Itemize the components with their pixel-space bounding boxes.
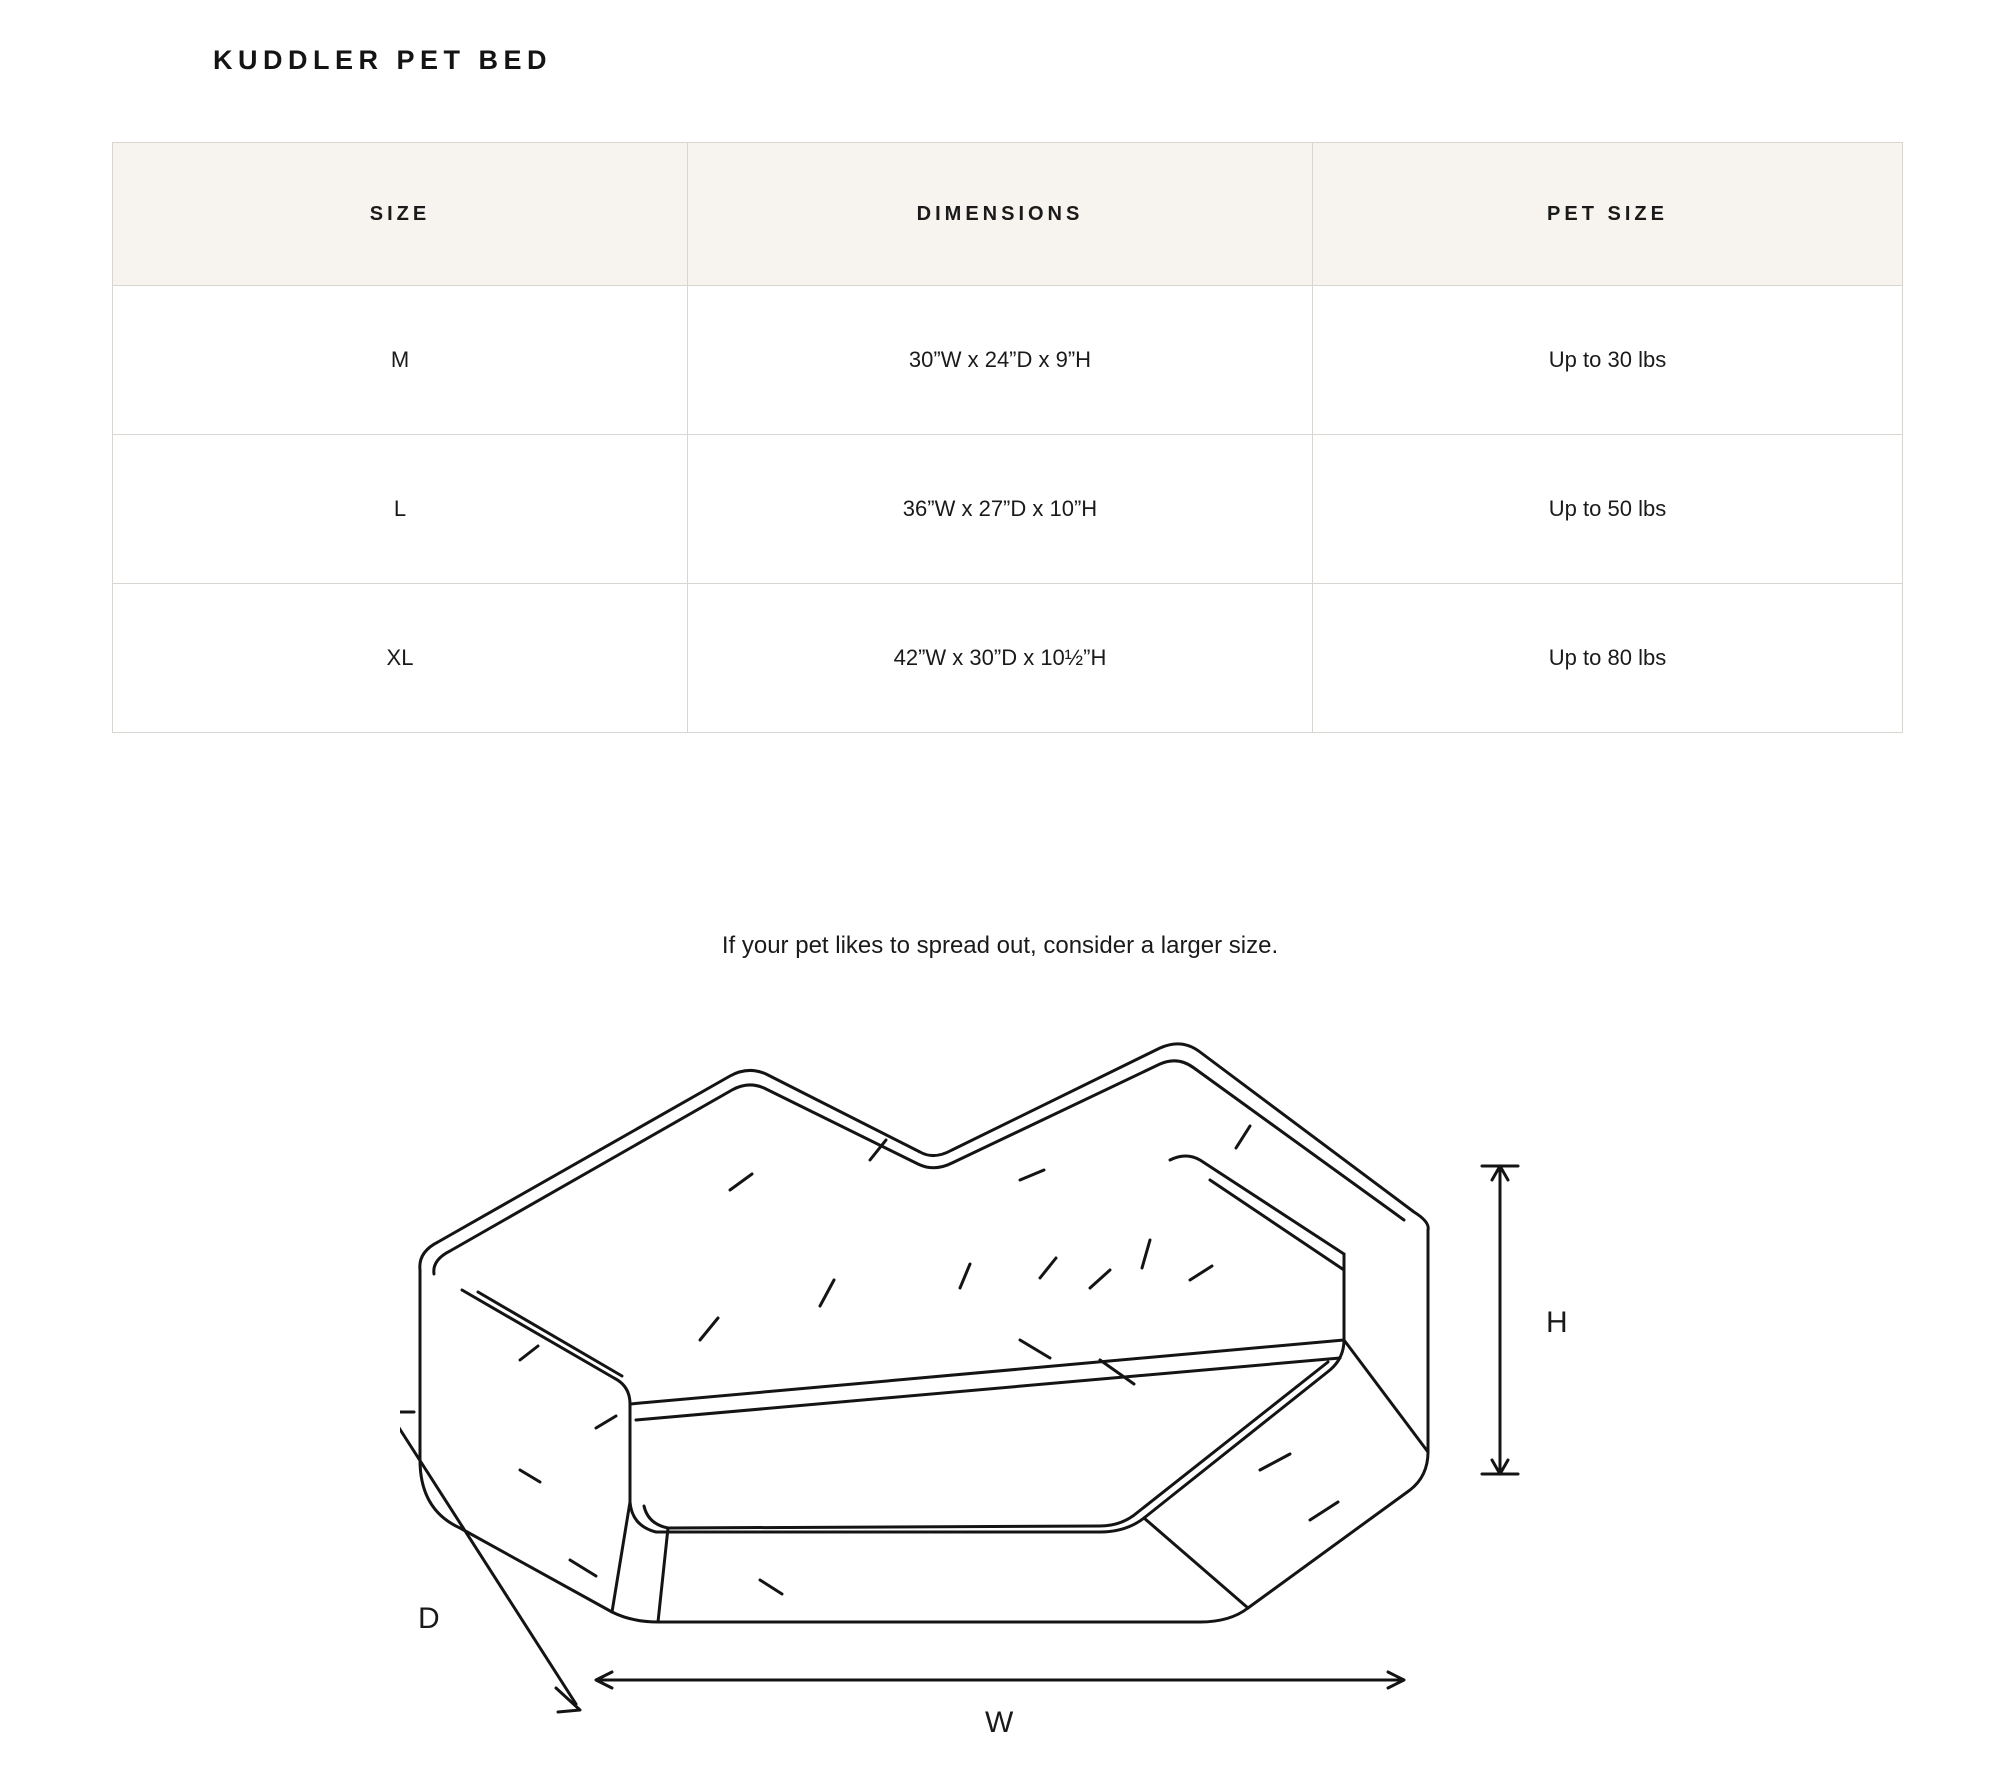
table-body bbox=[113, 286, 1903, 733]
size-chart-table bbox=[112, 142, 1903, 733]
cell-dimensions: 30”W x 24”D x 9”H bbox=[688, 286, 1313, 435]
table-row bbox=[113, 286, 1903, 435]
cell-size: M bbox=[113, 286, 688, 435]
label-width: W bbox=[985, 1706, 1014, 1739]
cell-dimensions: 36”W x 27”D x 10”H bbox=[688, 435, 1313, 584]
table-row bbox=[113, 584, 1903, 733]
column-header-size: SIZE bbox=[113, 143, 688, 286]
label-depth: D bbox=[418, 1602, 440, 1635]
table-header-row bbox=[113, 143, 1903, 286]
cell-size: XL bbox=[113, 584, 688, 733]
column-header-pet-size: PET SIZE bbox=[1313, 143, 1903, 286]
dimension-arrow-width bbox=[596, 1672, 1404, 1688]
cell-dimensions: 42”W x 30”D x 10½”H bbox=[688, 584, 1313, 733]
pet-bed-illustration bbox=[400, 1040, 1630, 1740]
cell-pet-size: Up to 30 lbs bbox=[1313, 286, 1903, 435]
table-header bbox=[113, 143, 1903, 286]
label-height: H bbox=[1546, 1306, 1568, 1339]
dimension-arrow-height bbox=[1482, 1166, 1518, 1474]
cell-pet-size: Up to 50 lbs bbox=[1313, 435, 1903, 584]
page-title: KUDDLER PET BED bbox=[213, 45, 553, 75]
cell-pet-size: Up to 80 lbs bbox=[1313, 584, 1903, 733]
table-row bbox=[113, 435, 1903, 584]
column-header-dimensions: DIMENSIONS bbox=[688, 143, 1313, 286]
sizing-note: If your pet likes to spread out, consider a larger size. bbox=[721, 932, 1279, 959]
dimension-arrow-depth bbox=[400, 1412, 580, 1712]
cell-size: L bbox=[113, 435, 688, 584]
